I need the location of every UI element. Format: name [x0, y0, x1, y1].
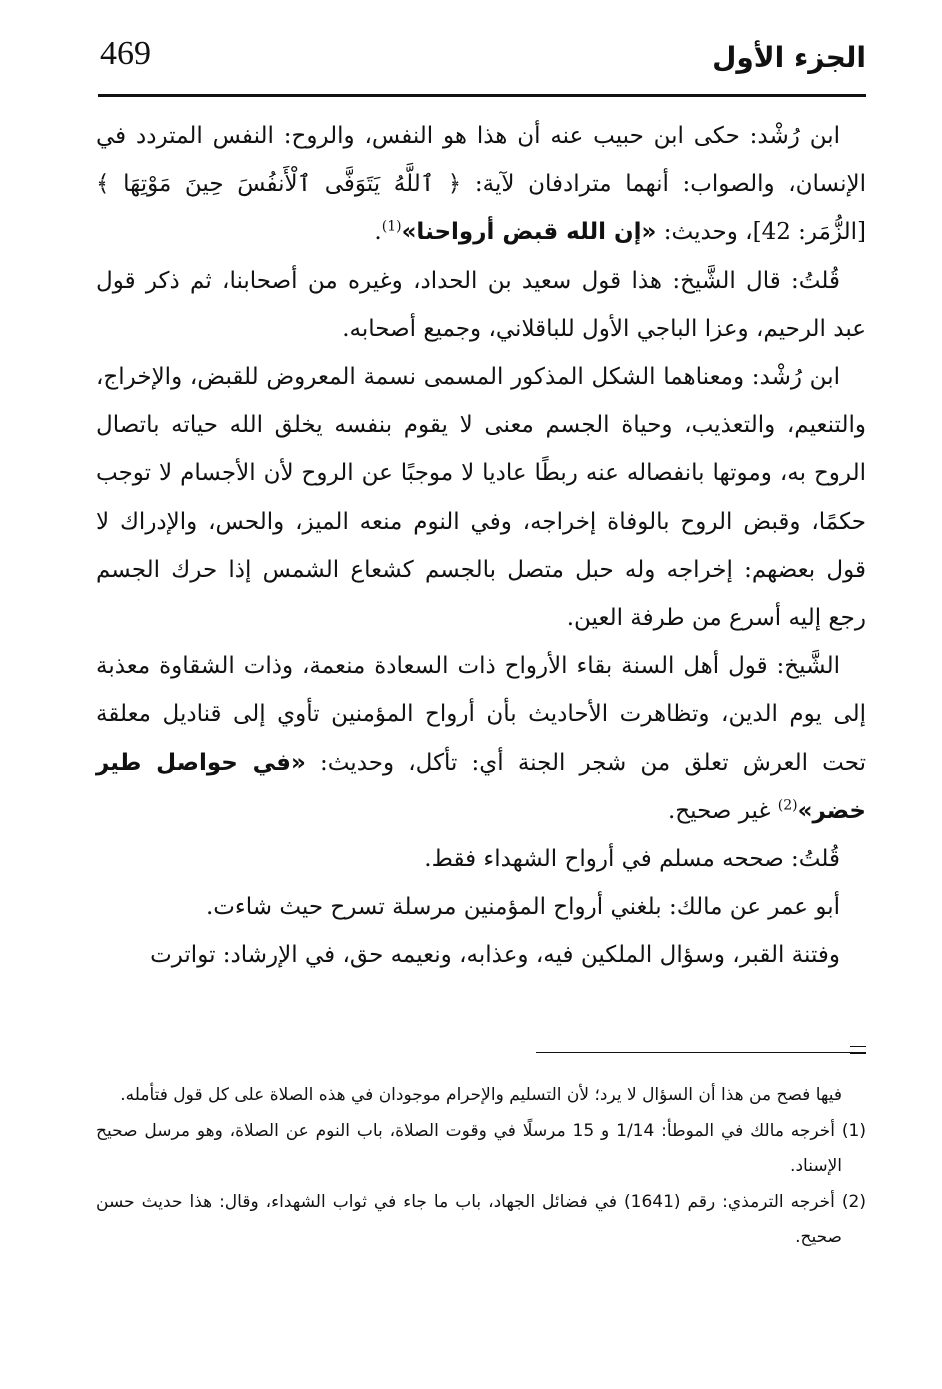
paragraph-1	[96, 112, 866, 257]
footnote-2: (2) أخرجه الترمذي: رقم (1641) في فضائل الجهاد، باب ما جاء في ثواب الشهداء، وقال: هذا حديث حسن صحيح.	[96, 1191, 866, 1247]
verse-reference: [الزُّمَر: 42]، وحديث:	[656, 219, 866, 246]
running-title: الجزء الأول	[712, 41, 866, 74]
footnote-1: (1) أخرجه مالك في الموطأ: 1/14 و 15 مرسلًا في وقوت الصلاة، باب النوم عن الصلاة، وهو مرسل صحيح الإسناد.	[96, 1120, 866, 1176]
footnote-ref-2[interactable]: (2)	[777, 797, 798, 814]
main-text	[96, 112, 866, 980]
paragraph-7: وفتنة القبر، وسؤال الملكين فيه، وعذابه، ونعيمه حق، في الإرشاد: تواترت	[150, 942, 840, 969]
paragraph-3: ابن رُشْد: ومعناهما الشكل المذكور المسمى نسمة المعروض للقبض، والإخراج، والتنعيم، والتعذيب، وحياة الجسم معنى لا يقوم بنفسه يخلق الله حياته باتصال الروح به، وموتها بانفصاله عنه ربطًا عاديا لا موجبًا عن الروح لأن الأجسام لا توجب حكمًا، وقبض الروح بالوفاة إخراجه، وفي النوم منعه الميز، والحس، والإدراك لا قول بعضهم: إخراجه وله حبل متصل بالجسم كشعاع الشمس إذا حرك الجسم رجع إليه أسرع من طرفة العين.	[96, 364, 866, 632]
paragraph-4	[96, 642, 866, 835]
paragraph-4-end: غير صحيح.	[667, 797, 778, 824]
hadith-quote-1: «إن الله قبض أرواحنا»	[401, 219, 657, 246]
hadith-quote-2: «في حواصل طير خضر»	[96, 749, 866, 824]
paragraph-2: قُلتُ: قال الشَّيخ: هذا قول سعيد بن الحداد، وغيره من أصحابنا، ثم ذكر قول عبد الرحيم، وعزا الباجي الأول للباقلاني، وجميع أصحابه.	[96, 267, 866, 342]
footnote-continuation: فيها فصح من هذا أن السؤال لا يرد؛ لأن التسليم والإحرام موجودان في هذه الصلاة على كل قول فتأمله.	[120, 1085, 842, 1105]
footnote-separator	[536, 1052, 866, 1053]
footnote-ref-1[interactable]: (1)	[381, 218, 402, 235]
paragraph-1-end: .	[374, 219, 382, 246]
footnotes	[96, 1078, 866, 1256]
paragraph-6: أبو عمر عن مالك: بلغني أرواح المؤمنين مرسلة تسرح حيث شاءت.	[205, 894, 840, 921]
paragraph-1-text: ابن رُشْد: حكى ابن حبيب عنه أن هذا هو النفس، والروح: النفس المتردد في الإنسان، والصواب: أنهما مترادفان لآية:	[96, 123, 866, 198]
paragraph-4-text: الشَّيخ: قول أهل السنة بقاء الأرواح ذات السعادة منعمة، وذات الشقاوة معذبة إلى يوم الدين، وتظاهرت الأحاديث بأن أرواح المؤمنين تأوي إلى قناديل معلقة تحت العرش تعلق من شجر الجنة أي: تأكل، وحديث:	[96, 653, 867, 776]
quran-verse: ﴿ ٱللَّهُ يَتَوَفَّى ٱلْأَنفُسَ حِينَ مَوْتِهَا ﴾	[96, 171, 462, 198]
page-header	[98, 30, 866, 97]
paragraph-5: قُلتُ: صححه مسلم في أرواح الشهداء فقط.	[424, 846, 840, 873]
page-number: 469	[100, 35, 151, 72]
